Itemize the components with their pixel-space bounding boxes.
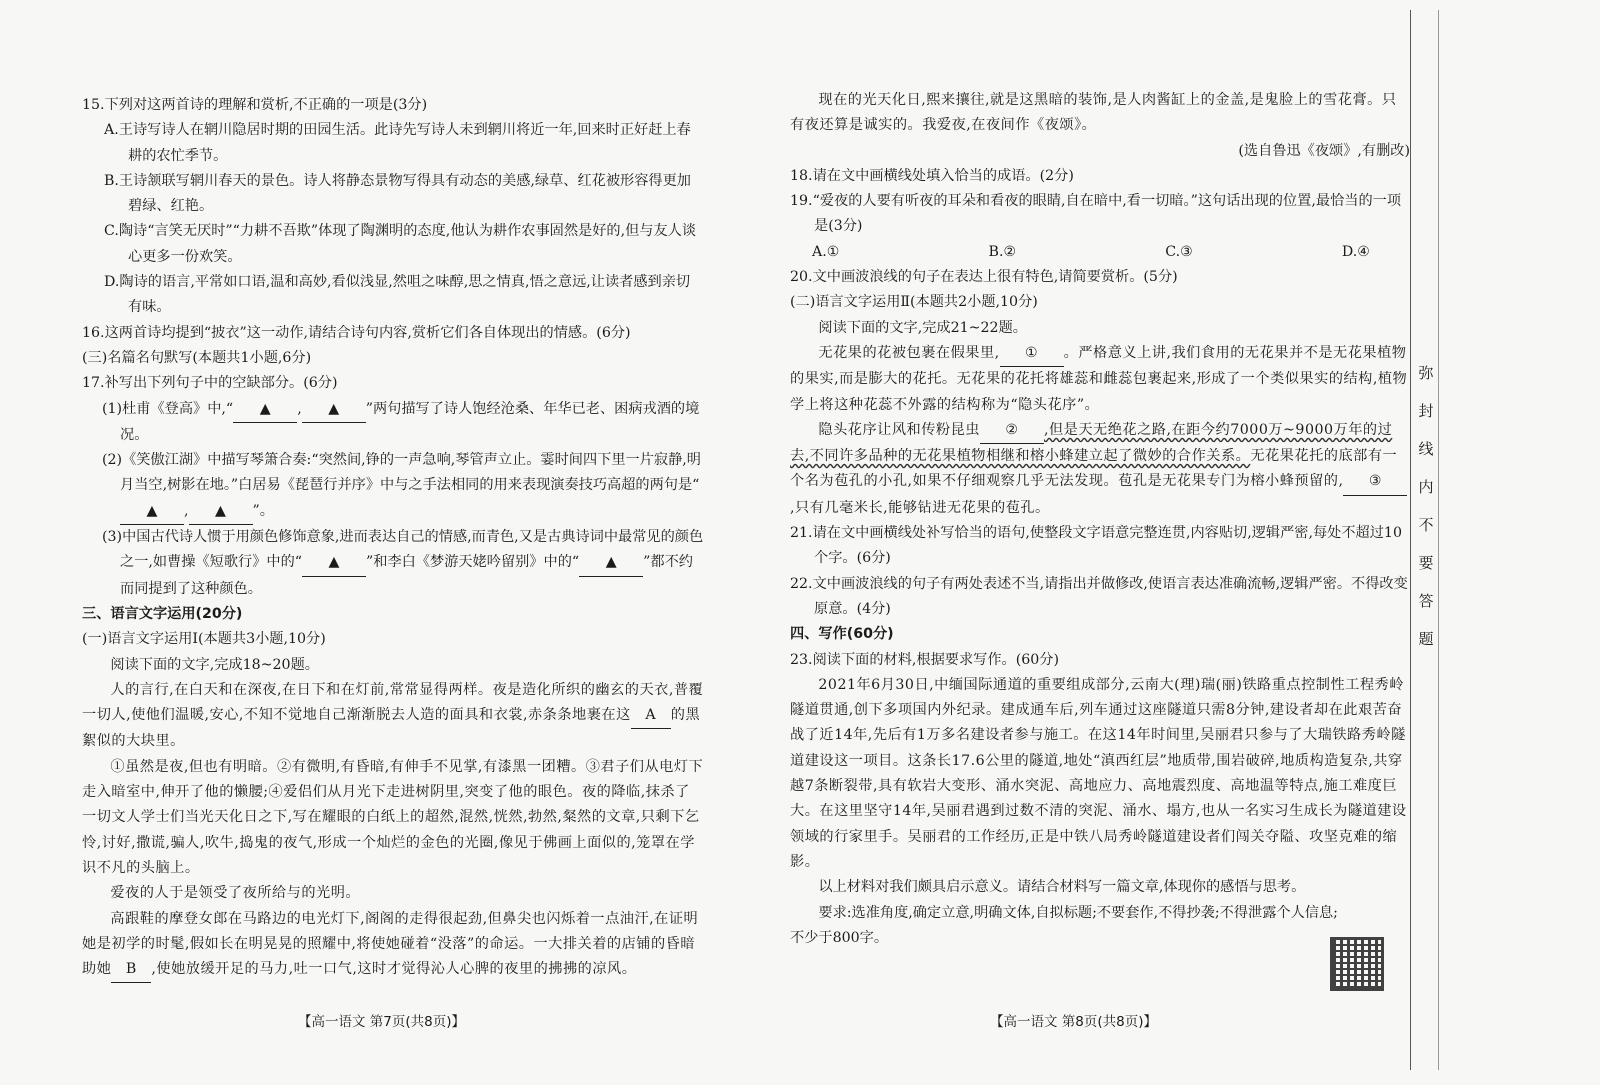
- answer-blank: ▲: [302, 550, 366, 576]
- binding-strip: [1410, 0, 1600, 1085]
- fig-paragraph-2: 隐头花序让风和传粉昆虫 ② ,但是天无绝花之路,在距今约7000万~9000万年的过去,不同许多品种的无花果植物相继和榕小蜂建立起了微妙的合作关系。无花果花托的底部有一个名为苞孔的小孔,如果不仔细观察几乎无法发现。苞孔是无花果专门为榕小蜂预留的, ③,只有几毫米长,能够钻进无花果的苞孔。: [790, 418, 1410, 521]
- binding-char: 题: [1418, 630, 1434, 648]
- passage-paragraph-3: 爱夜的人于是领受了夜所给与的光明。: [110, 885, 361, 902]
- q17-part2: (2)《笑傲江湖》中描写琴箫合奏:“突然间,铮的一声急响,琴管声立止。霎时间四下里一片寂静,明月当空,树影在地。”白居易《琵琶行并序》中与之手法相同的用来表现演奏技巧高超的两句是“▲ , ▲ ”。: [102, 448, 704, 525]
- blank-2: ②: [980, 418, 1044, 444]
- subsection-2-heading: (二)语言文字运用Ⅱ(本题共2小题,10分): [790, 294, 1038, 311]
- left-column: [82, 93, 704, 983]
- q21: 21.请在文中画横线处补写恰当的语句,使整段文字语意完整连贯,内容贴切,逻辑严密,每处不超过10个字。(6分): [790, 525, 1402, 567]
- blank-3: ③: [1343, 469, 1407, 495]
- binding-notice: [1416, 360, 1436, 664]
- passage-paragraph-1: 人的言行,在白天和在深夜,在日下和在灯前,常常显得两样。夜是造化所织的幽玄的天衣,普覆一切人,使他们温暖,安心,不知不觉地自己渐渐脱去人造的面具和衣裳,赤条条地裹在这 A 的黑絮似的大块里。: [82, 681, 704, 750]
- binding-line: [1410, 10, 1411, 1070]
- passage-paragraph-4: 高跟鞋的摩登女郎在马路边的电光灯下,阁阁的走得很起劲,但鼻尖也闪烁着一点油汗,在证明她是初学的时髦,假如长在明晃晃的照耀中,将使她碰着“没落”的命运。一大排关着的店铺的昏暗助她 B ,使她放缓开足的马力,吐一口气,这时才觉得沁人心脾的夜里的拂拂的凉风。: [82, 907, 704, 984]
- q19-option-a: A.①: [812, 243, 840, 260]
- page-footer-right: 【高一语文 第8页(共8页)】: [990, 1014, 1158, 1030]
- q17-part3: (3)中国古代诗人惯于用颜色修饰意象,进而表达自己的情感,而青色,又是古典诗词中最常见的颜色之一,如曹操《短歌行》中的“ ▲ ”和李白《梦游天姥吟留别》中的“ ▲ ”都不约而同提到了这种颜色。: [102, 529, 704, 597]
- q15-option-b: B.王诗颔联写辋川春天的景色。诗人将静态景物写得具有动态的美感,绿草、红花被形容得更加碧绿、红艳。: [104, 172, 691, 215]
- blank-b: B: [111, 957, 151, 983]
- q17-part1: (1)杜甫《登高》中,“ ▲ , ▲ ”两句描写了诗人饱经沧桑、年华已老、困病戎酒的境况。: [102, 397, 704, 449]
- binding-line: [1438, 10, 1439, 1070]
- blank-a: A: [631, 703, 671, 729]
- q20: 20.文中画波浪线的句子在表达上很有特色,请简要赏析。(5分): [790, 269, 1178, 286]
- passage-ending: 现在的光天化日,熙来攘往,就是这黑暗的装饰,是人肉酱缸上的金盖,是鬼脸上的雪花膏。只有夜还算是诚实的。我爱夜,在夜间作《夜颂》。: [790, 92, 1397, 134]
- q19-option-d: D.④: [1341, 243, 1370, 260]
- writing-material: 2021年6月30日,中缅国际通道的重要组成部分,云南大(理)瑞(丽)铁路重点控制性工程秀岭隧道贯通,创下多项国内外纪录。建成通车后,列车通过这座隧道只需8分钟,建设者却在此艰苦奋战了近14年,先后有1万多名建设者参与施工。在这14年时间里,吴丽君只参与了大瑞铁路秀岭隧道建设这一项目。这条长17.6公里的隧道,地处“滇西红层”地质带,围岩破碎,地质构造复杂,共穿越7条断裂带,具有软岩大变形、涌水突泥、高地应力、高地震烈度、高地温等特点,施工难度巨大。在这里坚守14年,吴丽君遇到过数不清的突泥、涌水、塌方,也从一名实习生成长为隧道建设领域的行家里手。吴丽君的工作经历,正是中铁八局秀岭隧道建设者们闯关夺隘、攻坚克难的缩影。: [790, 676, 1407, 870]
- reading-instruction-1: 阅读下面的文字,完成18~20题。: [110, 656, 319, 673]
- binding-char: 封: [1418, 402, 1434, 420]
- part-4-heading: 四、写作(60分): [790, 626, 894, 643]
- binding-char: 要: [1418, 554, 1434, 572]
- q19-option-b: B.②: [988, 243, 1017, 260]
- q17-stem: 17.补写出下列句子中的空缺部分。(6分): [82, 375, 338, 392]
- wavy-sentence: ,但是天无绝花之路,在距今约7000万~9000万年的过去,不同许多品种的无花果植物相继和榕小蜂建立起了微妙的合作关系。: [790, 421, 1393, 465]
- right-page: [790, 0, 1410, 1085]
- q19: 19.“爱夜的人要有听夜的耳朵和看夜的眼睛,自在暗中,看一切暗。”这句话出现的位置,最恰当的一项是(3分): [790, 193, 1402, 235]
- q15-option-c: C.陶诗“言笑无厌时”“力耕不吾欺”体现了陶渊明的态度,他认为耕作农事固然是好的,但与友人谈心更多一份欢笑。: [104, 223, 697, 265]
- blank-1: ①: [1000, 341, 1064, 367]
- binding-char: 答: [1418, 592, 1434, 610]
- answer-blank: ▲: [189, 499, 253, 525]
- page-footer-left: 【高一语文 第7页(共8页)】: [298, 1014, 466, 1030]
- subsection-1-heading: (一)语言文字运用Ⅰ(本题共3小题,10分): [82, 631, 326, 648]
- passage-source: (选自鲁迅《夜颂》,有删改): [1238, 142, 1410, 159]
- answer-blank: ▲: [579, 550, 643, 576]
- q18: 18.请在文中画横线处填入恰当的成语。(2分): [790, 167, 1074, 184]
- left-page: [0, 0, 790, 1085]
- q19-option-c: C.③: [1165, 243, 1193, 260]
- q15-option-a: A.王诗写诗人在辋川隐居时期的田园生活。此诗先写诗人未到辋川将近一年,回来时正好赶上春耕的农忙季节。: [104, 122, 691, 164]
- q22: 22.文中画波浪线的句子有两处表述不当,请指出并做修改,使语言表达准确流畅,逻辑严密。不得改变原意。(4分): [790, 575, 1408, 617]
- q15-stem: 15.下列对这两首诗的理解和赏析,不正确的一项是(3分): [82, 97, 428, 113]
- answer-blank: ▲: [120, 499, 184, 525]
- right-column: [790, 88, 1410, 951]
- q15-option-d: D.陶诗的语言,平常如口语,温和高妙,看似浅显,然咀之味醇,思之情真,悟之意远,让读者感到亲切有味。: [104, 274, 691, 316]
- section-3-heading: (三)名篇名句默写(本题共1小题,6分): [82, 349, 312, 366]
- fig-paragraph-1: 无花果的花被包裹在假果里, ① 。严格意义上讲,我们食用的无花果并不是无花果植物的果实,而是膨大的花托。无花果的花托将雄蕊和雌蕊包裹起来,形成了一个类似果实的结构,植物学上将这种花蕊不外露的结构称为“隐头花序”。: [790, 341, 1410, 418]
- writing-requirements: 要求:选准角度,确定立意,明确文体,自拟标题;不要套作,不得抄袭;不得泄露个人信息;不少于800字。: [790, 904, 1338, 946]
- binding-char: 不: [1418, 516, 1434, 534]
- binding-char: 弥: [1418, 364, 1434, 382]
- q16: 16.这两首诗均提到“披衣”这一动作,请结合诗句内容,赏析它们各自体现出的情感。(6分): [82, 324, 631, 341]
- part-3-heading: 三、语言文字运用(20分): [82, 605, 243, 622]
- passage-paragraph-2: ①虽然是夜,但也有明暗。②有微明,有昏暗,有伸手不见掌,有漆黑一团糟。③君子们从电灯下走入暗室中,伸开了他的懒腰;④爱侣们从月光下走进树阴里,突变了他的眼色。夜的降临,抹杀了一切文人学士们当光天化日之下,写在耀眼的白纸上的超然,混然,恍然,勃然,粲然的文章,只剩下乞怜,讨好,撒谎,骗人,吹牛,捣鬼的夜气,形成一个灿烂的金色的光圈,像见于佛画上面似的,笼罩在学识不凡的头脑上。: [82, 758, 704, 876]
- answer-blank: ▲: [302, 397, 366, 423]
- answer-blank: ▲: [233, 397, 297, 423]
- qr-code-icon: [1330, 937, 1384, 991]
- binding-char: 内: [1418, 478, 1434, 496]
- writing-prompt: 以上材料对我们颇具启示意义。请结合材料写一篇文章,体现你的感悟与思考。: [818, 879, 1306, 896]
- q23: 23.阅读下面的材料,根据要求写作。(60分): [790, 651, 1060, 668]
- binding-char: 线: [1418, 440, 1434, 458]
- reading-instruction-2: 阅读下面的文字,完成21~22题。: [818, 319, 1027, 336]
- q19-options: [790, 240, 1410, 265]
